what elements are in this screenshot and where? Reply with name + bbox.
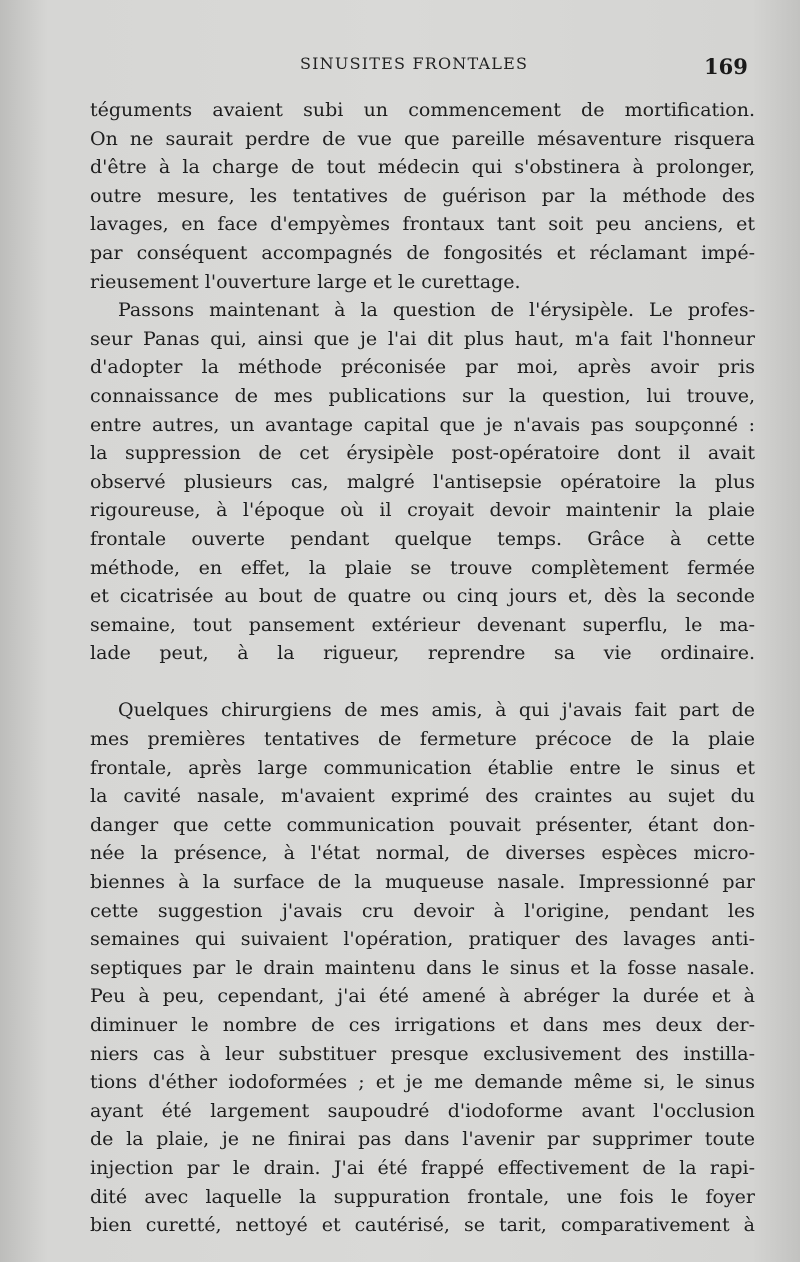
text-line: rigoureuse, à l'époque où il croyait devoir maintenir la plaie <box>90 499 755 522</box>
text-line: entre autres, un avantage capital que je n'avais pas soupçonné : <box>90 413 755 436</box>
text-line: par conséquent accompagnés de fongosités et réclamant impé- <box>90 241 755 264</box>
text-line: frontale, après large communication établie entre le sinus et <box>90 756 755 779</box>
text-line: cette suggestion j'avais cru devoir à l'origine, pendant les <box>90 899 755 922</box>
text-line: frontale ouverte pendant quelque temps. Grâce à cette <box>90 527 755 550</box>
text-line: bien curetté, nettoyé et cautérisé, se tarit, comparativement à <box>90 1214 755 1237</box>
text-line: Quelques chirurgiens de mes amis, à qui j'avais fait part de <box>118 699 755 722</box>
text-line <box>90 668 755 697</box>
text-line: injection par le drain. J'ai été frappé effectivement de la rapi- <box>90 1156 755 1179</box>
text-line: danger que cette communication pouvait présenter, étant don- <box>90 813 755 836</box>
paragraph-3 <box>90 696 755 1239</box>
text-line: outre mesure, les tentatives de guérison par la méthode des <box>90 184 755 207</box>
text-line: On ne saurait perdre de vue que pareille mésaventure risquera <box>90 127 755 150</box>
text-line: observé plusieurs cas, malgré l'antisepsie opératoire la plus <box>90 470 755 493</box>
text-line: diminuer le nombre de ces irrigations et dans mes deux der- <box>90 1014 755 1036</box>
text-line: téguments avaient subi un commencement de mortification. <box>90 99 755 121</box>
text-line: tions d'éther iodoformées ; et je me demande même si, le sinus <box>90 1071 755 1094</box>
text-line: née la présence, à l'état normal, de diverses espèces micro- <box>90 842 755 865</box>
running-title: SINUSITES FRONTALES <box>300 54 529 73</box>
text-line: rieusement l'ouverture large et le curettage. <box>90 270 521 293</box>
text-line: Passons maintenant à la question de l'érysipèle. Le profes- <box>118 299 755 322</box>
text-line: Peu à peu, cependant, j'ai été amené à abréger la durée et à <box>90 985 755 1008</box>
text-line: niers cas à leur substituer presque exclusivement des instilla- <box>90 1042 755 1065</box>
text-line: semaine, tout pansement extérieur devenant superflu, le ma- <box>90 613 755 636</box>
text-line: d'adopter la méthode préconisée par moi, après avoir pris <box>90 356 755 379</box>
text-line: la cavité nasale, m'avaient exprimé des craintes au sujet du <box>90 785 755 808</box>
text-line: dité avec laquelle la suppuration frontale, une fois le foyer <box>90 1185 755 1208</box>
text-line: ayant été largement saupoudré d'iodoforme avant l'occlusion <box>90 1099 755 1122</box>
text-line: méthode, en effet, la plaie se trouve complètement fermée <box>90 556 755 579</box>
text-line: seur Panas qui, ainsi que je l'ai dit plus haut, m'a fait l'honneur <box>90 327 755 350</box>
body-text <box>90 96 755 1240</box>
text-line: semaines qui suivaient l'opération, pratiquer des lavages anti- <box>90 928 755 951</box>
text-line: d'être à la charge de tout médecin qui s'obstinera à prolonger, <box>90 156 755 179</box>
text-line: connaissance de mes publications sur la question, lui trouve, <box>90 384 755 407</box>
paragraph-2 <box>90 296 755 696</box>
text-line: mes premières tentatives de fermeture précoce de la plaie <box>90 728 755 751</box>
text-line: septiques par le drain maintenu dans le sinus et la fosse nasale. <box>90 956 755 979</box>
text-line: et cicatrisée au bout de quatre ou cinq jours et, dès la seconde <box>90 585 755 608</box>
text-line: lade peut, à la rigueur, reprendre sa vie ordinaire. <box>90 642 755 665</box>
text-line: de la plaie, je ne finirai pas dans l'avenir par supprimer toute <box>90 1128 755 1151</box>
page-number: 169 <box>704 54 748 79</box>
paragraph-1 <box>90 96 755 296</box>
text-line: la suppression de cet érysipèle post-opératoire dont il avait <box>90 442 755 465</box>
text-line: lavages, en face d'empyèmes frontaux tant soit peu anciens, et <box>90 213 755 236</box>
text-line: biennes à la surface de la muqueuse nasale. Impressionné par <box>90 871 755 894</box>
